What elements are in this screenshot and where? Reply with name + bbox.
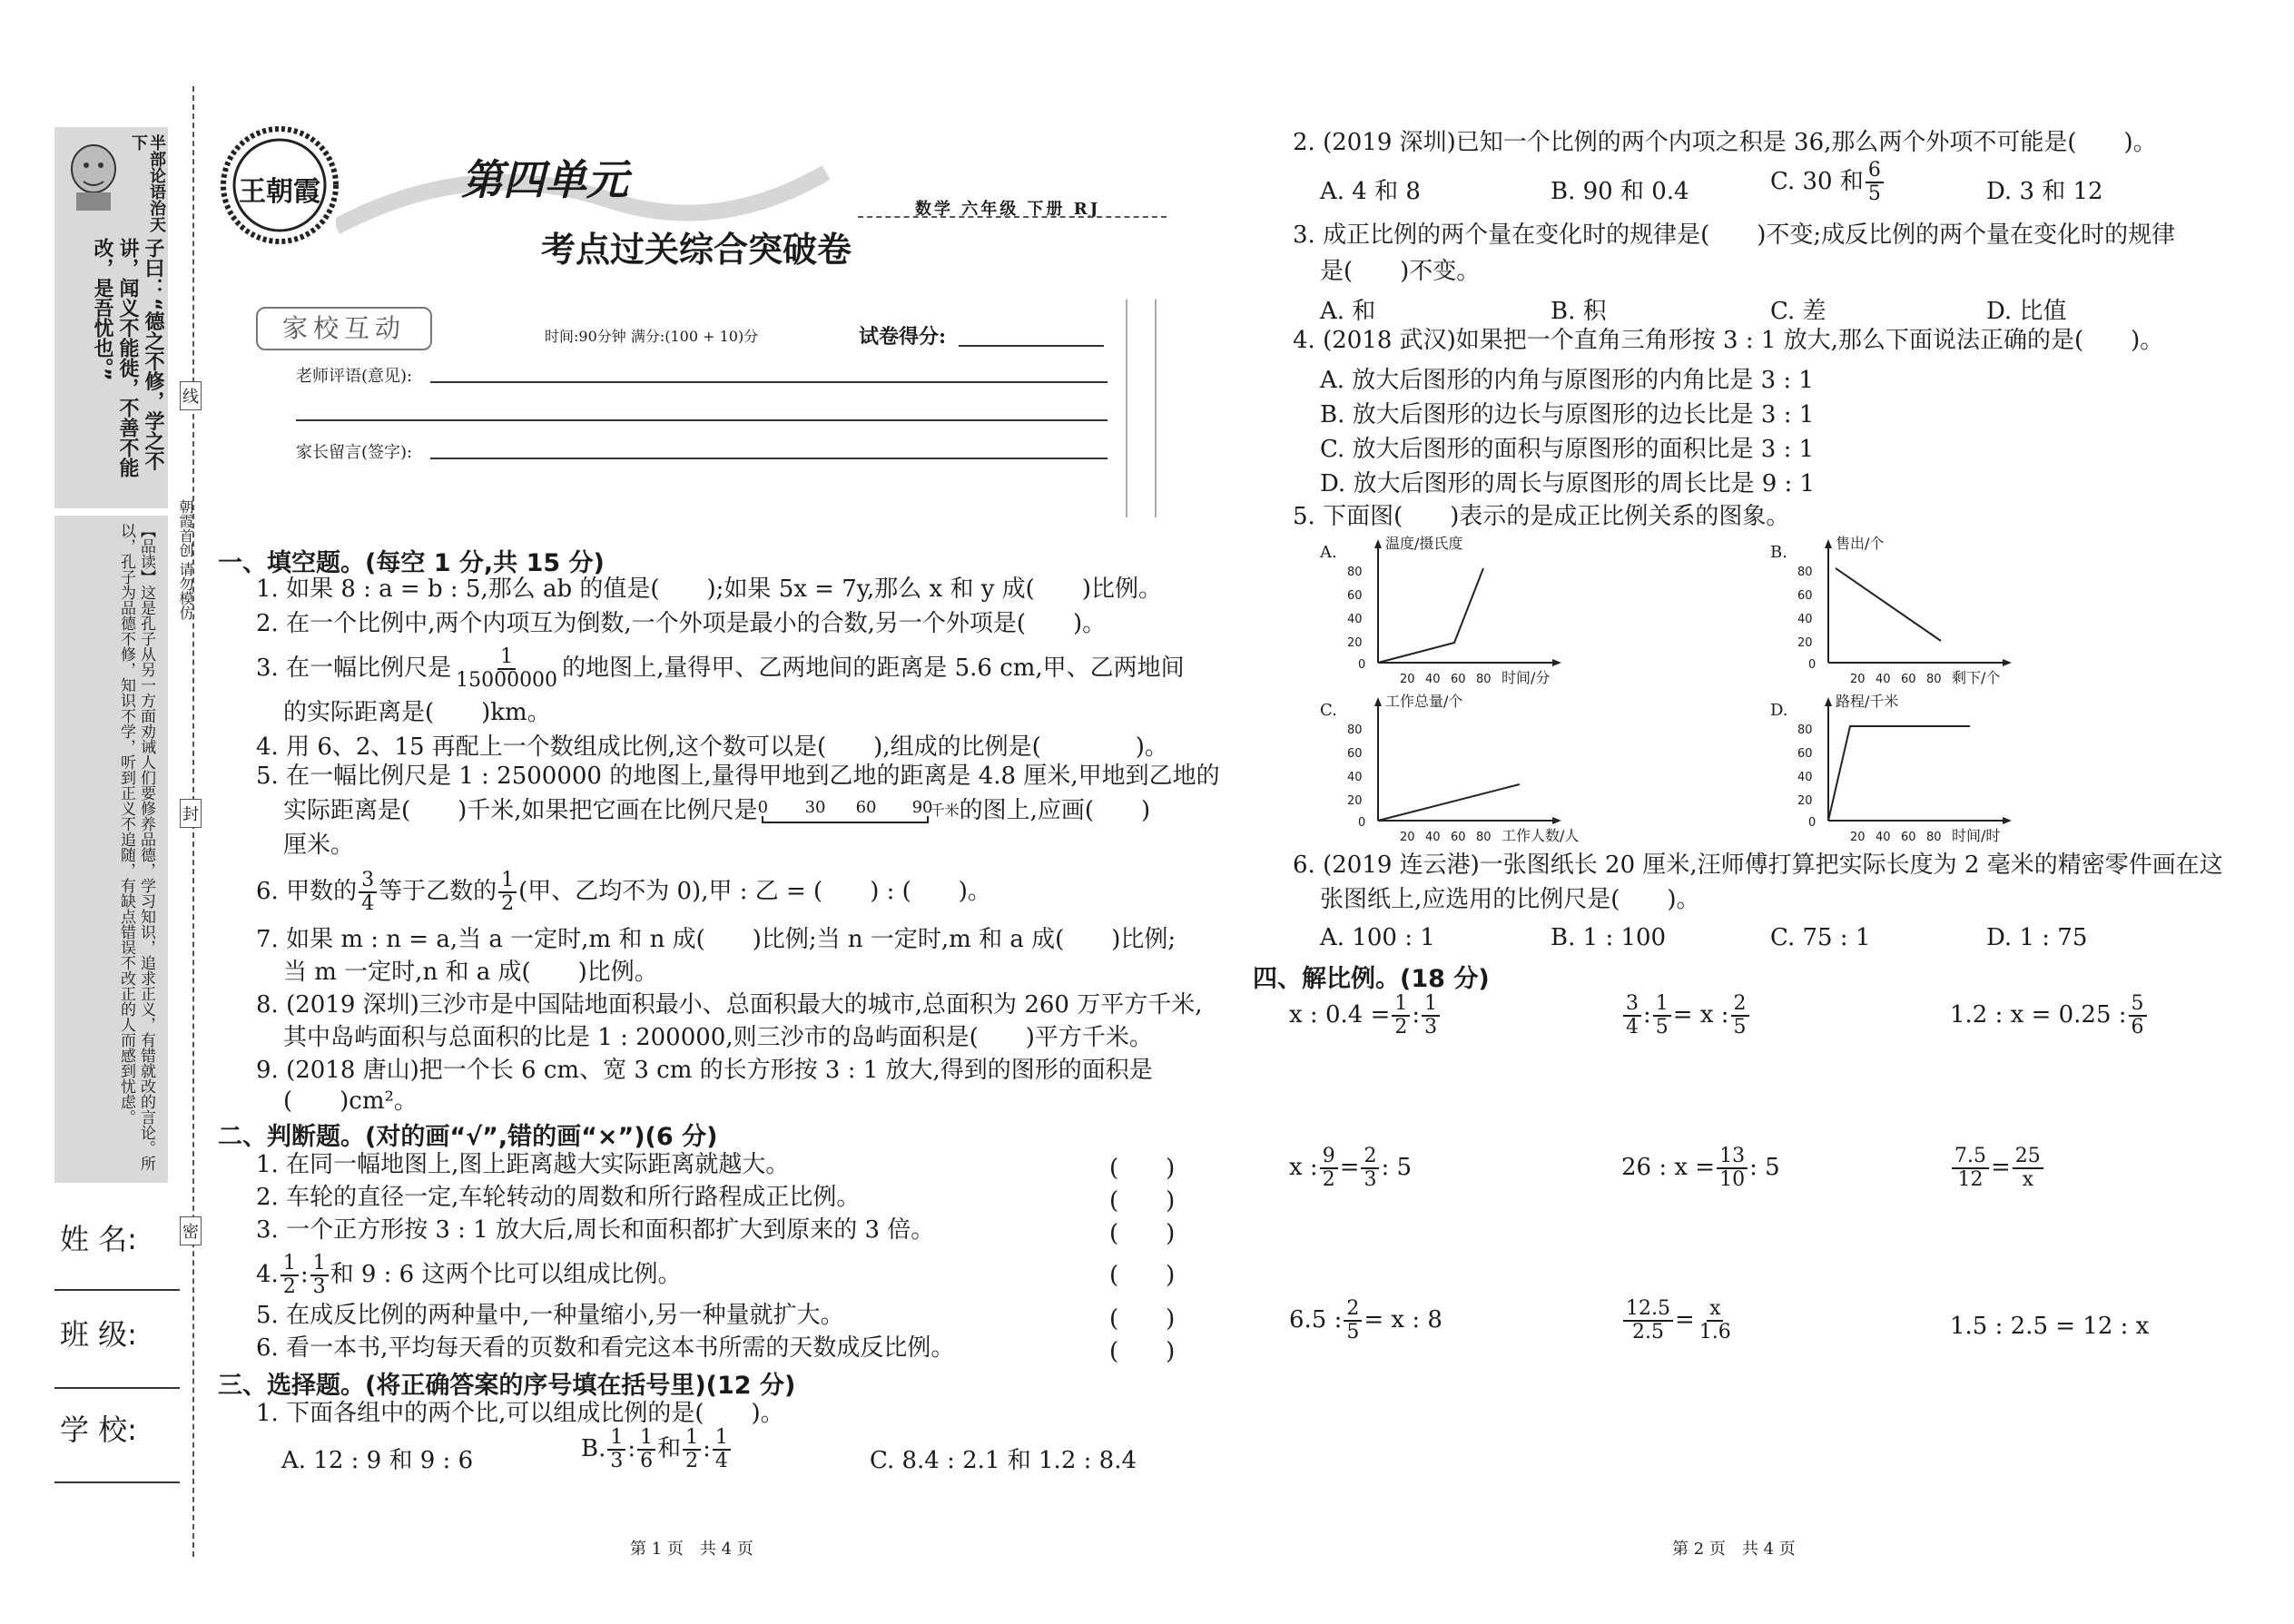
s1-q1: 1. 如果 8 : a = b : 5,那么 ab 的值是( );如果 5x = 7y,那么 x 和 y 成( )比例。 [256,576,1162,603]
svg-text:40: 40 [1797,771,1813,784]
s3-q6-option-a[interactable]: A. 100 : 1 [1320,924,1435,951]
s1-q2: 2. 在一个比例中,两个内项互为倒数,一个外项是最小的合数,另一个外项是( )。 [256,610,1107,637]
svg-text:0: 0 [1358,658,1366,672]
s1-q9-cont: ( )cm²。 [283,1088,418,1115]
paper-subtitle: 考点过关综合突破卷 [541,229,852,270]
graph-a[interactable] [1320,536,1719,690]
cut-mark-feng: 封 [180,799,202,828]
svg-text:60: 60 [1451,831,1466,844]
svg-text:80: 80 [1926,673,1942,686]
graph-d[interactable] [1770,694,2170,848]
svg-text:40: 40 [1797,613,1813,626]
s3-q1: 1. 下面各组中的两个比,可以组成比例的是( )。 [256,1400,784,1427]
s1-q3-cont: 的实际距离是( )km。 [283,699,551,726]
s2-q2: 2. 车轮的直径一定,车轮转动的周数和所行路程成正比例。 [256,1184,861,1211]
answer-paren[interactable]: ( ) [1109,1262,1176,1289]
svg-text:0: 0 [1808,658,1816,672]
family-box: 家校互动 [256,307,432,350]
svg-text:C.: C. [1320,701,1337,720]
svg-text:80: 80 [1476,831,1492,844]
svg-text:60: 60 [1797,589,1813,603]
svg-text:20: 20 [1850,831,1866,844]
svg-text:60: 60 [1901,831,1916,844]
s3-q4-option-a[interactable]: A. 放大后图形的内角与原图形的内角比是 3 : 1 [1320,367,1814,394]
svg-text:60: 60 [1797,747,1813,761]
svg-text:20: 20 [1797,794,1813,808]
equation-1: x : 0.4 = $\frac{1}{2}$ : $\frac{1}{3}$ [1289,993,1442,1038]
svg-text:80: 80 [1347,723,1363,737]
grade-tag: 数学 六年级 下册 RJ [915,200,1101,219]
s1-q7: 7. 如果 m : n = a,当 a 一定时,m 和 n 成( )比例;当 n 一定时,m 和 a 成( )比例; [256,926,1177,953]
s3-q3-cont: 是( )不变。 [1320,258,1481,285]
svg-text:温度/摄氏度: 温度/摄氏度 [1385,536,1463,552]
school-field[interactable] [54,1481,180,1483]
s2-q4: 4. $\frac{1}{2}$ : $\frac{1}{3}$ 和 9 : 6 这两个比可以组成比例。 [256,1252,682,1298]
s1-q9: 9. (2018 唐山)把一个长 6 cm、宽 3 cm 的长方形按 3 : 1 放大,得到的图形的面积是 [256,1057,1153,1084]
s3-q6-option-b[interactable]: B. 1 : 100 [1551,924,1667,951]
s1-q8: 8. (2019 深圳)三沙市是中国陆地面积最小、总面积最大的城市,总面积为 260 万平方千米, [256,991,1203,1019]
s2-q6: 6. 看一本书,平均每天看的页数和看完这本书所需的天数成反比例。 [256,1334,955,1362]
page-number-1: 第 1 页 共 4 页 [630,1540,753,1559]
svg-text:40: 40 [1876,673,1891,686]
parent-comment-label: 家长留言(签字): [296,443,413,462]
graph-c[interactable] [1320,694,1719,848]
s3-q2-option-d[interactable]: D. 3 和 12 [1986,178,2103,205]
equation-5: 26 : x = $\frac{13}{10}$ : 5 [1621,1145,1780,1191]
answer-paren[interactable]: ( ) [1109,1155,1176,1182]
svg-text:20: 20 [1400,831,1415,844]
class-label: 班 级: [60,1317,137,1352]
svg-text:40: 40 [1347,771,1363,784]
s3-q4-option-c[interactable]: C. 放大后图形的面积与原图形的面积比是 3 : 1 [1320,436,1815,463]
school-label: 学 校: [60,1412,137,1447]
answer-paren[interactable]: ( ) [1109,1305,1176,1333]
s3-q2-option-c[interactable]: C. 30 和 $\frac{6}{5}$ [1770,160,1885,205]
svg-text:路程/千米: 路程/千米 [1836,694,1899,710]
svg-text:B.: B. [1770,543,1787,562]
s3-q3-option-b[interactable]: B. 积 [1551,298,1607,325]
s1-q5: 5. 在一幅比例尺是 1 : 2500000 的地图上,量得甲地到乙地的距离是 4.8 厘米,甲地到乙地的 [256,763,1220,790]
svg-text:40: 40 [1425,673,1441,686]
equation-6: $\frac{7.5}{12}$ = $\frac{25}{x}$ [1950,1146,2045,1191]
svg-text:20: 20 [1400,673,1415,686]
svg-text:20: 20 [1347,794,1363,808]
class-field[interactable] [54,1387,180,1389]
svg-text:80: 80 [1797,723,1813,737]
teacher-comment-line1[interactable] [430,381,1108,383]
svg-text:40: 40 [1347,613,1363,626]
s1-q3: 3. 在一幅比例尺是 $\frac{1}{15000000}$ 的地图上,量得甲、乙两地间的距离是 5.6 cm,甲、乙两地间 [256,645,1185,692]
unit-title: 第四单元 [461,155,628,204]
cut-mark-mi: 密 [180,1216,202,1245]
s3-q5: 5. 下面图( )表示的是成正比例关系的图象。 [1293,503,1790,530]
section4-title: 四、解比例。(18 分) [1253,965,1490,993]
equation-7: 6.5 : $\frac{2}{5}$ = x : 8 [1289,1297,1442,1343]
equation-4: x : $\frac{9}{2}$ = $\frac{2}{3}$ : 5 [1289,1145,1413,1191]
s3-q6-option-d[interactable]: D. 1 : 75 [1986,924,2088,951]
page-number-2: 第 2 页 共 4 页 [1672,1540,1796,1559]
name-label: 姓 名: [60,1222,137,1256]
confucius-quote: 子曰：“德之不修，学之不讲，闻义不能徙，不善不能改，是吾忧也。” [91,238,164,477]
svg-text:剩下/个: 剩下/个 [1952,669,2001,686]
cut-mark-xian: 线 [180,381,202,410]
svg-text:时间/时: 时间/时 [1952,827,2001,844]
s3-q2-option-a[interactable]: A. 4 和 8 [1320,178,1421,205]
s3-q6-option-c[interactable]: C. 75 : 1 [1770,924,1871,951]
section2-title: 二、判断题。(对的画“√”,错的画“×”)(6 分) [218,1123,718,1151]
svg-text:20: 20 [1347,636,1363,650]
s3-q1-option-b[interactable]: B. $\frac{1}{3}$ : $\frac{1}{6}$ 和 $\frac{1}{2}$ : $\frac{1}{4}$ [581,1427,733,1472]
sage-icon [58,133,129,214]
fraction: $\frac{1}{15000000}$ [456,645,558,692]
s3-q1-option-a[interactable]: A. 12 : 9 和 9 : 6 [281,1447,474,1474]
quote-commentary: 【品读】这是孔子从另一方面劝诫人们要修养品德，学习知识，追求正义，有错就改的言论。所以，孔子为品德不修，知识不学，听到正义不追随，有缺点错误不改正的人而感到忧虑。 [117,523,155,1171]
s3-q3-option-a[interactable]: A. 和 [1320,298,1376,325]
score-label: 试卷得分: [859,325,947,349]
s1-q5-end: 厘米。 [283,832,355,859]
equation-9: 1.5 : 2.5 = 12 : x [1950,1313,2150,1340]
svg-text:工作总量/个: 工作总量/个 [1385,694,1463,710]
s1-q4: 4. 用 6、2、15 再配上一个数组成比例,这个数可以是( ),组成的比例是( )。 [256,733,1168,761]
svg-text:20: 20 [1797,636,1813,650]
svg-text:80: 80 [1797,566,1813,579]
s3-q2: 2. (2019 深圳)已知一个比例的两个内项之积是 36,那么两个外项不可能是( )。 [1293,129,2157,156]
score-field[interactable] [959,345,1104,347]
svg-text:20: 20 [1850,673,1866,686]
parent-comment-line[interactable] [430,458,1108,459]
svg-text:80: 80 [1926,831,1942,844]
svg-text:工作人数/人: 工作人数/人 [1501,827,1580,844]
s1-q7-cont: 当 m 一定时,n 和 a 成( )比例。 [283,959,658,986]
name-field[interactable] [54,1289,180,1291]
equation-3: 1.2 : x = 0.25 : $\frac{5}{6}$ [1950,993,2149,1038]
s2-q5: 5. 在成反比例的两种量中,一种量缩小,另一种量就扩大。 [256,1302,844,1329]
s3-q6-cont: 张图纸上,应选用的比例尺是( )。 [1320,886,1700,913]
svg-text:40: 40 [1425,831,1441,844]
teacher-comment-label: 老师评语(意见): [296,367,413,386]
s3-q3-option-c[interactable]: C. 差 [1770,298,1826,325]
s3-q6: 6. (2019 连云港)一张图纸长 20 厘米,汪师傅打算把实际长度为 2 毫米的精密零件画在这 [1293,851,2223,879]
side-note: 朝霞首创 请勿模仿 [177,499,194,621]
svg-text:80: 80 [1476,673,1492,686]
s2-q3: 3. 一个正方形按 3 : 1 放大后,周长和面积都扩大到原来的 3 倍。 [256,1216,935,1244]
s3-q2-option-b[interactable]: B. 90 和 0.4 [1551,178,1689,205]
svg-text:80: 80 [1347,566,1363,579]
answer-paren[interactable]: ( ) [1109,1220,1176,1247]
svg-text:60: 60 [1901,673,1916,686]
svg-text:60: 60 [1451,673,1466,686]
graph-b[interactable] [1770,536,2170,690]
s3-q3-option-d[interactable]: D. 比值 [1986,298,2067,325]
s3-q1-option-c[interactable]: C. 8.4 : 2.1 和 1.2 : 8.4 [870,1447,1137,1474]
s3-q4: 4. (2018 武汉)如果把一个直角三角形按 3 : 1 放大,那么下面说法正确的是( )。 [1293,327,2164,354]
equation-8: $\frac{12.5}{2.5}$ = $\frac{x}{1.6}$ [1621,1298,1736,1343]
motto-title: 半部论语治天下 [129,134,166,232]
svg-text:60: 60 [1347,747,1363,761]
svg-text:0: 0 [1358,816,1366,830]
s3-q3: 3. 成正比例的两个量在变化时的规律是( )不变;成反比例的两个量在变化时的规律 [1293,221,2176,249]
equation-2: $\frac{3}{4}$ : $\frac{1}{5}$ = x : $\frac{2}{5}$ [1621,993,1751,1038]
s1-q5-cont: 实际距离是( )千米,如果把它画在比例尺是 0 30 60 90 $^{千米}$的图上,应画( ) [283,795,1150,827]
s1-q8-cont: 其中岛屿面积与总面积的比是 1 : 200000,则三沙市的岛屿面积是( )平方千米。 [283,1024,1153,1051]
section3-title: 三、选择题。(将正确答案的序号填在括号里)(12 分) [218,1372,796,1400]
svg-text:60: 60 [1347,589,1363,603]
s3-q4-option-d[interactable]: D. 放大后图形的周长与原图形的周长比是 9 : 1 [1320,470,1816,497]
svg-text:40: 40 [1876,831,1891,844]
logo-text: 王朝霞 [239,176,320,208]
svg-text:时间/分: 时间/分 [1501,669,1551,686]
s1-q6: 6. 甲数的 $\frac{3}{4}$ 等于乙数的 $\frac{1}{2}$ (甲、乙均不为 0),甲 : 乙 = ( ) : ( )。 [256,869,991,915]
s3-q4-option-b[interactable]: B. 放大后图形的边长与原图形的边长比是 3 : 1 [1320,401,1815,428]
answer-paren[interactable]: ( ) [1109,1338,1176,1365]
line-scale: 0 30 60 90 [758,796,930,827]
svg-text:D.: D. [1770,701,1788,720]
svg-text:售出/个: 售出/个 [1836,536,1885,552]
s2-q1: 1. 在同一幅地图上,图上距离越大实际距离就越大。 [256,1151,790,1178]
answer-paren[interactable]: ( ) [1109,1187,1176,1215]
time-info: 时间:90分钟 满分:(100 + 10)分 [545,328,759,345]
graph-a-letter: A. [1320,543,1337,562]
section1-title: 一、填空题。(每空 1 分,共 15 分) [218,549,605,577]
svg-text:0: 0 [1808,816,1816,830]
